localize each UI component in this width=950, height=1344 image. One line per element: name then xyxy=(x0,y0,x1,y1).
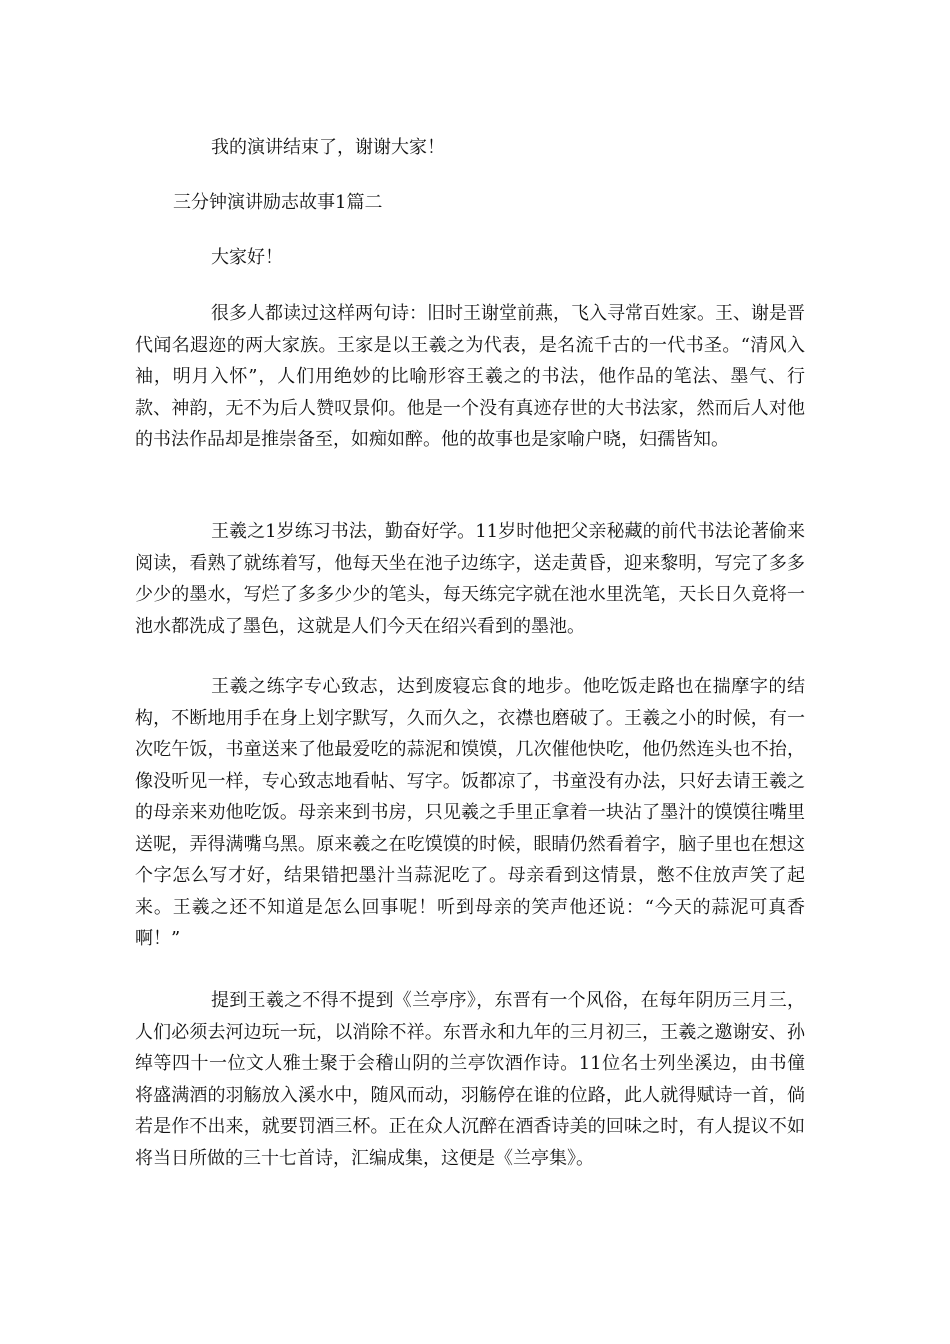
paragraph-1: 很多人都读过这样两句诗：旧时王谢堂前燕，飞入寻常百姓家。王、谢是晋代闻名遐迩的两大家族。王家是以王羲之为代表，是名流千古的一代书圣。“清风入袖，明月入怀”，人们用绝妙的比喻形容王羲之的书法，他作品的笔法、墨气、行款、神韵，无不为后人赞叹景仰。他是一个没有真迹存世的大书法家，然而后人对他的书法作品却是推崇备至，如痴如醉。他的故事也是家喻户晓，妇孺皆知。 xyxy=(135,303,805,450)
paragraph-4: 提到王羲之不得不提到《兰亭序》，东晋有一个风俗，在每年阴历三月三，人们必须去河边玩一玩，以消除不祥。东晋永和九年的三月初三，王羲之邀谢安、孙绰等四十一位文人雅士聚于会稽山阴的兰亭饮酒作诗。11位名士列坐溪边，由书僮将盛满酒的羽觞放入溪水中，随风而动，羽觞停在谁的位路，此人就得赋诗一首，倘若是作不出来，就要罚酒三杯。正在众人沉醉在酒香诗美的回味之时，有人提议不如将当日所做的三十七首诗，汇编成集，这便是《兰亭集》。 xyxy=(135,990,805,1169)
closing-line: 我的演讲结束了，谢谢大家！ xyxy=(211,137,445,158)
paragraph-2: 王羲之1岁练习书法，勤奋好学。11岁时他把父亲秘藏的前代书法论著偷来阅读，看熟了就练着写，他每天坐在池子边练字，送走黄昏，迎来黎明，写完了多多少少的墨水，写烂了多多少少的笔头，每天练完字就在池水里洗笔，天长日久竟将一池水都洗成了墨色，这就是人们今天在绍兴看到的墨池。 xyxy=(135,521,805,637)
greeting-line: 大家好！ xyxy=(211,247,283,268)
section-title: 三分钟演讲励志故事1篇二 xyxy=(173,192,383,213)
paragraph-3: 王羲之练字专心致志，达到废寝忘食的地步。他吃饭走路也在揣摩字的结构，不断地用手在身上划字默写，久而久之，衣襟也磨破了。王羲之小的时候，有一次吃午饭，书童送来了他最爱吃的蒜泥和馍馍，几次催他快吃，他仍然连头也不抬，像没听见一样，专心致志地看帖、写字。饭都凉了，书童没有办法，只好去请王羲之的母亲来劝他吃饭。母亲来到书房，只见羲之手里正拿着一块沾了墨汁的馍馍往嘴里送呢，弄得满嘴乌黑。原来羲之在吃馍馍的时候，眼睛仍然看着字，脑子里也在想这个字怎么写才好，结果错把墨汁当蒜泥吃了。母亲看到这情景，憋不住放声笑了起来。王羲之还不知道是怎么回事呢！听到母亲的笑声他还说：“今天的蒜泥可真香啊！” xyxy=(135,676,805,949)
